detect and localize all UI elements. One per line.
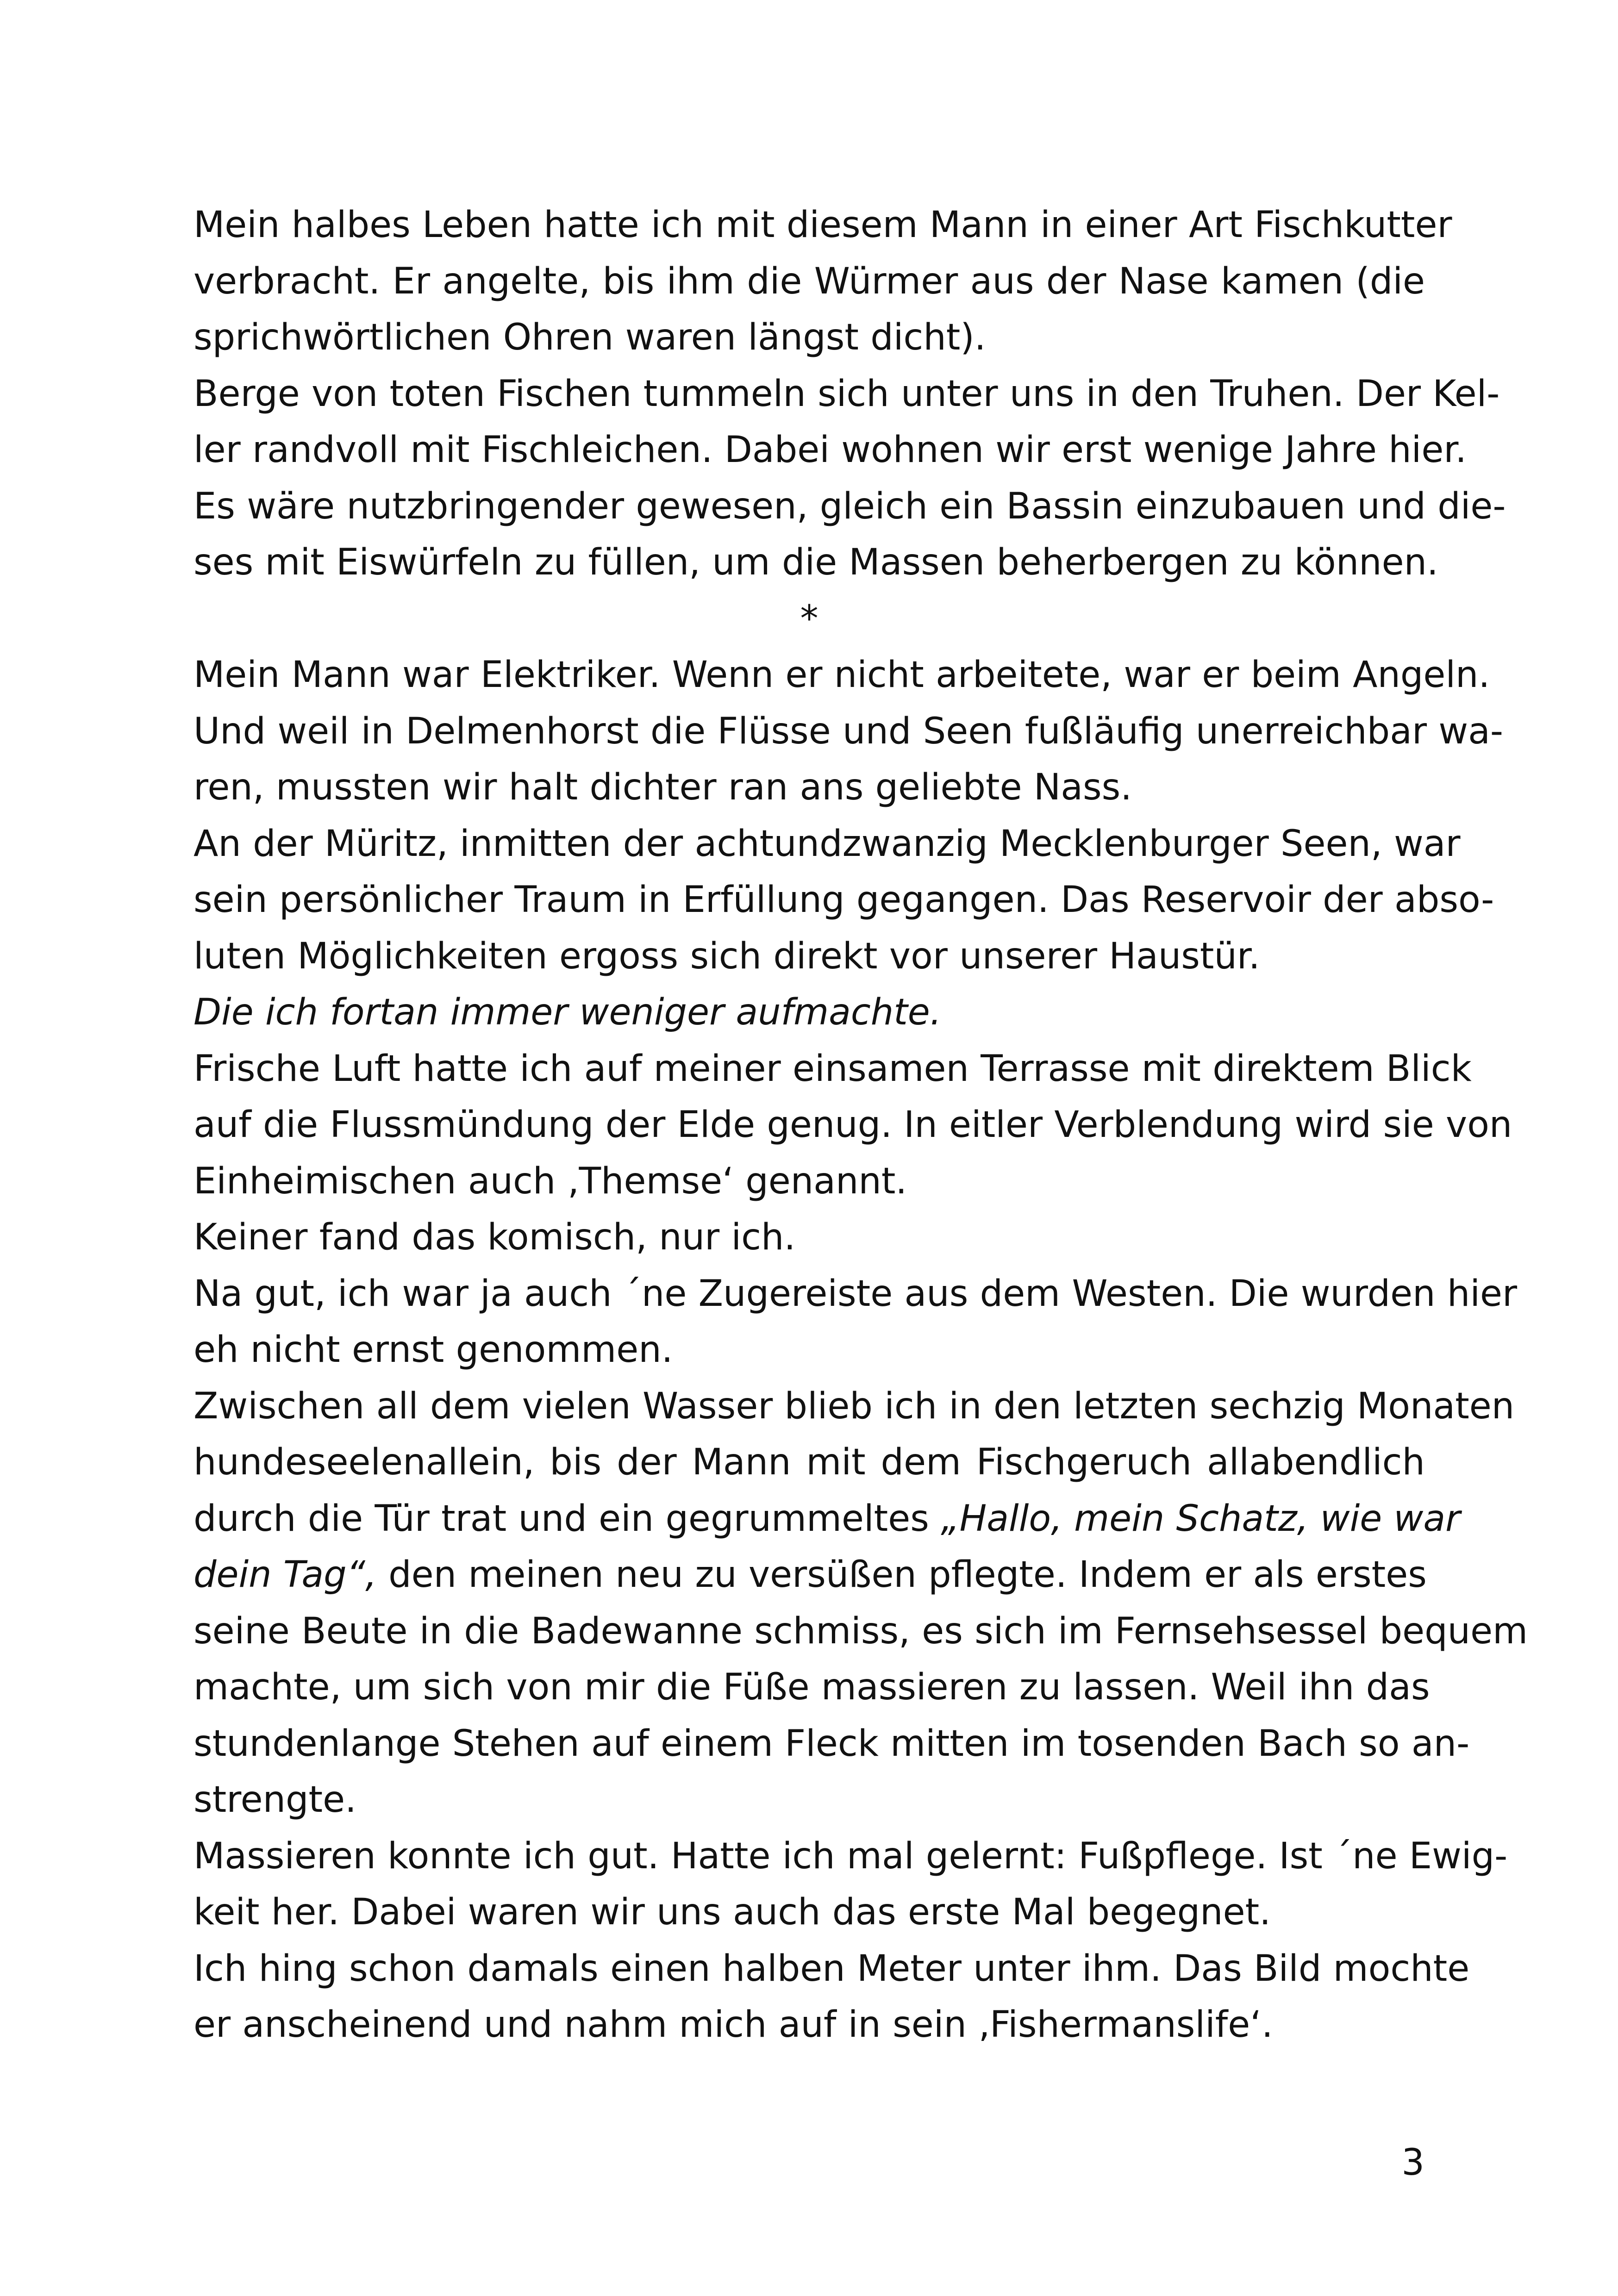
text-segment: den meinen neu zu versüßen pflegte. Indem er als erstes <box>388 1554 1427 1596</box>
text-line: auf die Flussmündung der Elde genug. In eitler Verblendung wird sie von <box>194 1104 1512 1146</box>
page-body <box>194 197 1528 2053</box>
text-line: hundeseelenallein, bis der Mann mit dem Fischgeruch allabendlich <box>194 1441 1425 1483</box>
text-line: sprichwörtlichen Ohren waren längst dicht). <box>194 317 986 358</box>
text-line: Zwischen all dem vielen Wasser blieb ich in den letzten sechzig Monaten <box>194 1385 1515 1427</box>
text-line: ren, mussten wir halt dichter ran ans geliebte Nass. <box>194 767 1132 808</box>
text-line: sein persönlicher Traum in Erfüllung gegangen. Das Reservoir der abso- <box>194 879 1494 921</box>
text-line: strengte. <box>194 1779 356 1821</box>
text-line: Keiner fand das komisch, nur ich. <box>194 1217 796 1258</box>
text-line: Einheimischen auch ‚Themse‘ genannt. <box>194 1160 907 1202</box>
text-line: machte, um sich von mir die Füße massieren zu lassen. Weil ihn das <box>194 1666 1430 1708</box>
text-line: ler randvoll mit Fischleichen. Dabei wohnen wir erst wenige Jahre hier. <box>194 429 1467 471</box>
text-line: Ich hing schon damals einen halben Meter unter ihm. Das Bild mochte <box>194 1947 1470 1990</box>
text-line: Frische Luft hatte ich auf meiner einsamen Terrasse mit direktem Blick <box>194 1048 1472 1090</box>
text-line: Mein halbes Leben hatte ich mit diesem Mann in einer Art Fischkutter <box>194 204 1452 246</box>
text-line <box>194 1491 1461 1547</box>
text-line: luten Möglichkeiten ergoss sich direkt vor unserer Haustür. <box>194 935 1260 977</box>
text-line: Berge von toten Fischen tummeln sich unter uns in den Truhen. Der Kel- <box>194 373 1500 415</box>
text-line: Es wäre nutzbringender gewesen, gleich ein Bassin einzubauen und die- <box>194 485 1506 527</box>
italic-quote: „Hallo, mein Schatz, wie war <box>941 1497 1461 1540</box>
text-line: Na gut, ich war ja auch ´ne Zugereiste aus dem Westen. Die wurden hier <box>194 1273 1518 1315</box>
section-separator: * <box>800 598 818 640</box>
text-line: seine Beute in die Badewanne schmiss, es sich im Fernsehsessel bequem <box>194 1610 1528 1652</box>
text-line: Massieren konnte ich gut. Hatte ich mal gelernt: Fußpflege. Ist ´ne Ewig- <box>194 1835 1508 1877</box>
text-line: eh nicht ernst genommen. <box>194 1329 673 1371</box>
text-line: stundenlange Stehen auf einem Fleck mitten im tosenden Bach so an- <box>194 1722 1470 1765</box>
text-line: keit her. Dabei waren wir uns auch das erste Mal begegnet. <box>194 1891 1271 1933</box>
text-line <box>194 1547 1425 1603</box>
text-line: Und weil in Delmenhorst die Flüsse und Seen fußläufig unerreichbar wa- <box>194 710 1504 752</box>
text-line: verbracht. Er angelte, bis ihm die Würmer aus der Nase kamen (die <box>194 260 1425 302</box>
text-segment: durch die Tür trat und ein gegrummeltes <box>194 1497 929 1540</box>
text-line: ses mit Eiswürfeln zu füllen, um die Massen beherbergen zu können. <box>194 542 1438 583</box>
page-number: 3 <box>1401 2142 1424 2184</box>
text-line: er anscheinend und nahm mich auf in sein ‚Fishermanslife‘. <box>194 2004 1273 2046</box>
text-line: An der Müritz, inmitten der achtundzwanzig Mecklenburger Seen, war <box>194 823 1461 865</box>
italic-line: Die ich fortan immer weniger aufmachte. <box>194 992 942 1033</box>
text-line: Mein Mann war Elektriker. Wenn er nicht arbeitete, war er beim Angeln. <box>194 654 1490 696</box>
italic-quote: dein Tag“, <box>194 1554 377 1596</box>
